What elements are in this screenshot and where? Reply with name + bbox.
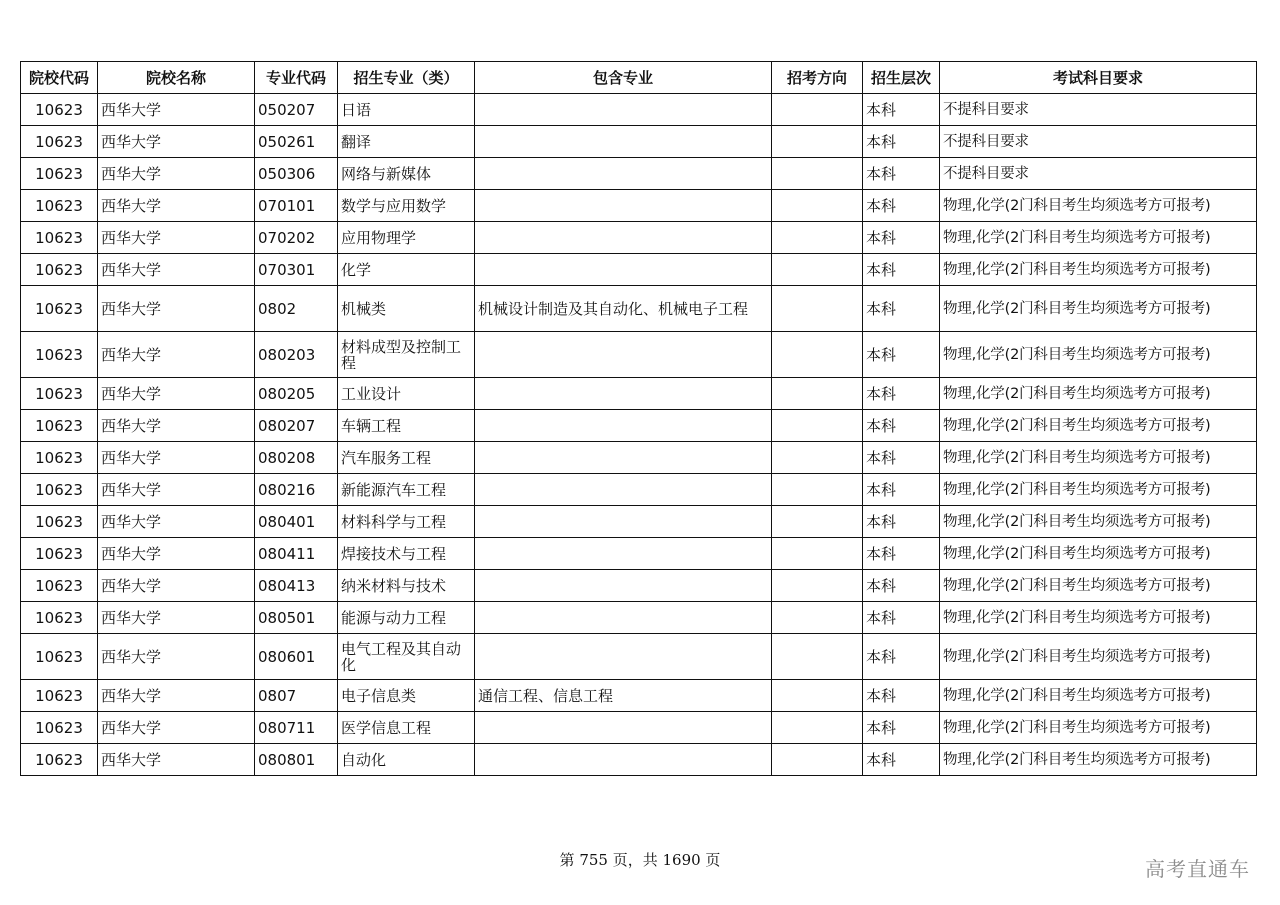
cell-school-code: 10623 (21, 744, 98, 776)
cell-major-name: 焊接技术与工程 (338, 538, 475, 570)
header-school-code: 院校代码 (21, 62, 98, 94)
cell-school-code: 10623 (21, 254, 98, 286)
cell-school-name: 西华大学 (98, 680, 255, 712)
cell-school-name: 西华大学 (98, 538, 255, 570)
cell-subjects: 物理,化学(2门科目考生均须选考方可报考) (940, 570, 1257, 602)
cell-major-name: 日语 (338, 94, 475, 126)
cell-direction (772, 158, 863, 190)
table-row (21, 332, 1257, 378)
cell-included-majors: 通信工程、信息工程 (475, 680, 772, 712)
table-row (21, 94, 1257, 126)
cell-major-code: 070202 (255, 222, 338, 254)
cell-school-name: 西华大学 (98, 442, 255, 474)
cell-major-code: 080401 (255, 506, 338, 538)
cell-school-name: 西华大学 (98, 474, 255, 506)
cell-subjects: 不提科目要求 (940, 94, 1257, 126)
table-row (21, 680, 1257, 712)
cell-school-name: 西华大学 (98, 602, 255, 634)
cell-level: 本科 (863, 634, 940, 680)
watermark: 高考直通车 (1145, 857, 1250, 881)
table-row (21, 506, 1257, 538)
cell-included-majors (475, 254, 772, 286)
header-row (21, 62, 1257, 94)
cell-major-name: 数学与应用数学 (338, 190, 475, 222)
table-row (21, 190, 1257, 222)
cell-major-code: 080207 (255, 410, 338, 442)
cell-major-code: 080801 (255, 744, 338, 776)
cell-school-code: 10623 (21, 222, 98, 254)
cell-school-code: 10623 (21, 602, 98, 634)
cell-included-majors (475, 442, 772, 474)
cell-school-code: 10623 (21, 158, 98, 190)
cell-school-code: 10623 (21, 506, 98, 538)
cell-subjects: 物理,化学(2门科目考生均须选考方可报考) (940, 378, 1257, 410)
cell-level: 本科 (863, 506, 940, 538)
cell-school-code: 10623 (21, 474, 98, 506)
cell-subjects: 物理,化学(2门科目考生均须选考方可报考) (940, 254, 1257, 286)
table-row (21, 254, 1257, 286)
cell-direction (772, 378, 863, 410)
cell-major-code: 0802 (255, 286, 338, 332)
cell-included-majors (475, 538, 772, 570)
cell-major-name: 汽车服务工程 (338, 442, 475, 474)
table-row (21, 222, 1257, 254)
table-row (21, 378, 1257, 410)
cell-level: 本科 (863, 712, 940, 744)
cell-major-name: 电气工程及其自动化 (338, 634, 475, 680)
cell-school-name: 西华大学 (98, 570, 255, 602)
cell-included-majors (475, 474, 772, 506)
cell-level: 本科 (863, 190, 940, 222)
cell-school-code: 10623 (21, 570, 98, 602)
cell-major-name: 机械类 (338, 286, 475, 332)
cell-school-code: 10623 (21, 712, 98, 744)
cell-major-code: 080205 (255, 378, 338, 410)
cell-direction (772, 94, 863, 126)
cell-level: 本科 (863, 94, 940, 126)
cell-level: 本科 (863, 286, 940, 332)
cell-level: 本科 (863, 680, 940, 712)
cell-included-majors (475, 190, 772, 222)
cell-direction (772, 332, 863, 378)
header-level: 招生层次 (863, 62, 940, 94)
table-row (21, 744, 1257, 776)
cell-included-majors (475, 332, 772, 378)
cell-level: 本科 (863, 254, 940, 286)
cell-included-majors (475, 570, 772, 602)
cell-major-name: 材料成型及控制工程 (338, 332, 475, 378)
page-number: 第 755 页，共 1690 页 (559, 851, 721, 869)
cell-included-majors (475, 94, 772, 126)
cell-major-name: 能源与动力工程 (338, 602, 475, 634)
cell-level: 本科 (863, 378, 940, 410)
cell-direction (772, 634, 863, 680)
cell-subjects: 物理,化学(2门科目考生均须选考方可报考) (940, 680, 1257, 712)
cell-direction (772, 680, 863, 712)
cell-major-name: 材料科学与工程 (338, 506, 475, 538)
header-direction: 招考方向 (772, 62, 863, 94)
cell-major-code: 080411 (255, 538, 338, 570)
cell-major-name: 车辆工程 (338, 410, 475, 442)
cell-subjects: 物理,化学(2门科目考生均须选考方可报考) (940, 410, 1257, 442)
cell-direction (772, 474, 863, 506)
cell-subjects: 物理,化学(2门科目考生均须选考方可报考) (940, 602, 1257, 634)
cell-subjects: 物理,化学(2门科目考生均须选考方可报考) (940, 332, 1257, 378)
cell-level: 本科 (863, 538, 940, 570)
header-included-majors: 包含专业 (475, 62, 772, 94)
cell-direction (772, 254, 863, 286)
cell-subjects: 物理,化学(2门科目考生均须选考方可报考) (940, 222, 1257, 254)
cell-major-code: 070101 (255, 190, 338, 222)
table-row (21, 474, 1257, 506)
cell-included-majors (475, 410, 772, 442)
cell-major-code: 070301 (255, 254, 338, 286)
admissions-table (20, 61, 1257, 776)
cell-school-name: 西华大学 (98, 378, 255, 410)
cell-subjects: 物理,化学(2门科目考生均须选考方可报考) (940, 442, 1257, 474)
cell-level: 本科 (863, 332, 940, 378)
cell-major-name: 化学 (338, 254, 475, 286)
cell-direction (772, 538, 863, 570)
cell-major-code: 050261 (255, 126, 338, 158)
cell-direction (772, 190, 863, 222)
cell-major-name: 应用物理学 (338, 222, 475, 254)
cell-subjects: 物理,化学(2门科目考生均须选考方可报考) (940, 190, 1257, 222)
cell-direction (772, 410, 863, 442)
cell-level: 本科 (863, 222, 940, 254)
cell-direction (772, 222, 863, 254)
cell-major-code: 050207 (255, 94, 338, 126)
header-school-name: 院校名称 (98, 62, 255, 94)
cell-level: 本科 (863, 410, 940, 442)
cell-school-name: 西华大学 (98, 190, 255, 222)
cell-major-code: 080601 (255, 634, 338, 680)
cell-major-name: 纳米材料与技术 (338, 570, 475, 602)
cell-included-majors (475, 506, 772, 538)
cell-subjects: 物理,化学(2门科目考生均须选考方可报考) (940, 744, 1257, 776)
cell-included-majors (475, 634, 772, 680)
cell-school-name: 西华大学 (98, 744, 255, 776)
table-row (21, 286, 1257, 332)
cell-subjects: 物理,化学(2门科目考生均须选考方可报考) (940, 286, 1257, 332)
cell-school-code: 10623 (21, 94, 98, 126)
cell-subjects: 不提科目要求 (940, 158, 1257, 190)
cell-school-name: 西华大学 (98, 634, 255, 680)
cell-included-majors (475, 602, 772, 634)
cell-direction (772, 506, 863, 538)
cell-school-code: 10623 (21, 634, 98, 680)
table-row (21, 570, 1257, 602)
cell-school-name: 西华大学 (98, 332, 255, 378)
cell-major-code: 050306 (255, 158, 338, 190)
header-major-code: 专业代码 (255, 62, 338, 94)
cell-major-name: 医学信息工程 (338, 712, 475, 744)
cell-major-code: 080413 (255, 570, 338, 602)
cell-major-name: 新能源汽车工程 (338, 474, 475, 506)
cell-major-code: 080501 (255, 602, 338, 634)
cell-included-majors (475, 222, 772, 254)
cell-school-code: 10623 (21, 126, 98, 158)
cell-major-name: 翻译 (338, 126, 475, 158)
table-row (21, 410, 1257, 442)
cell-school-code: 10623 (21, 442, 98, 474)
cell-school-code: 10623 (21, 538, 98, 570)
header-major-name: 招生专业（类） (338, 62, 475, 94)
cell-school-code: 10623 (21, 332, 98, 378)
cell-direction (772, 712, 863, 744)
table-row (21, 442, 1257, 474)
table-row (21, 634, 1257, 680)
cell-major-name: 自动化 (338, 744, 475, 776)
cell-subjects: 物理,化学(2门科目考生均须选考方可报考) (940, 634, 1257, 680)
cell-major-name: 电子信息类 (338, 680, 475, 712)
cell-direction (772, 602, 863, 634)
cell-school-code: 10623 (21, 680, 98, 712)
cell-school-name: 西华大学 (98, 410, 255, 442)
cell-level: 本科 (863, 474, 940, 506)
cell-major-code: 080203 (255, 332, 338, 378)
cell-direction (772, 570, 863, 602)
table-row (21, 538, 1257, 570)
table-row (21, 126, 1257, 158)
cell-school-name: 西华大学 (98, 254, 255, 286)
cell-major-code: 080208 (255, 442, 338, 474)
cell-school-code: 10623 (21, 286, 98, 332)
cell-school-name: 西华大学 (98, 286, 255, 332)
table-row (21, 712, 1257, 744)
cell-included-majors (475, 744, 772, 776)
cell-level: 本科 (863, 442, 940, 474)
cell-school-code: 10623 (21, 410, 98, 442)
cell-subjects: 物理,化学(2门科目考生均须选考方可报考) (940, 474, 1257, 506)
cell-direction (772, 744, 863, 776)
cell-major-code: 0807 (255, 680, 338, 712)
cell-school-name: 西华大学 (98, 222, 255, 254)
cell-subjects: 不提科目要求 (940, 126, 1257, 158)
header-subjects: 考试科目要求 (940, 62, 1257, 94)
cell-school-name: 西华大学 (98, 506, 255, 538)
cell-level: 本科 (863, 126, 940, 158)
cell-school-name: 西华大学 (98, 712, 255, 744)
cell-major-code: 080711 (255, 712, 338, 744)
cell-direction (772, 126, 863, 158)
cell-major-code: 080216 (255, 474, 338, 506)
cell-included-majors (475, 158, 772, 190)
cell-included-majors (475, 126, 772, 158)
cell-level: 本科 (863, 570, 940, 602)
cell-level: 本科 (863, 602, 940, 634)
cell-school-code: 10623 (21, 190, 98, 222)
cell-included-majors (475, 378, 772, 410)
cell-school-name: 西华大学 (98, 94, 255, 126)
cell-level: 本科 (863, 744, 940, 776)
cell-subjects: 物理,化学(2门科目考生均须选考方可报考) (940, 506, 1257, 538)
table-row (21, 158, 1257, 190)
cell-major-name: 工业设计 (338, 378, 475, 410)
cell-direction (772, 442, 863, 474)
cell-included-majors: 机械设计制造及其自动化、机械电子工程 (475, 286, 772, 332)
cell-school-name: 西华大学 (98, 158, 255, 190)
cell-subjects: 物理,化学(2门科目考生均须选考方可报考) (940, 538, 1257, 570)
cell-school-name: 西华大学 (98, 126, 255, 158)
cell-level: 本科 (863, 158, 940, 190)
cell-included-majors (475, 712, 772, 744)
cell-school-code: 10623 (21, 378, 98, 410)
cell-subjects: 物理,化学(2门科目考生均须选考方可报考) (940, 712, 1257, 744)
table-row (21, 602, 1257, 634)
cell-direction (772, 286, 863, 332)
cell-major-name: 网络与新媒体 (338, 158, 475, 190)
table-body (21, 94, 1257, 776)
